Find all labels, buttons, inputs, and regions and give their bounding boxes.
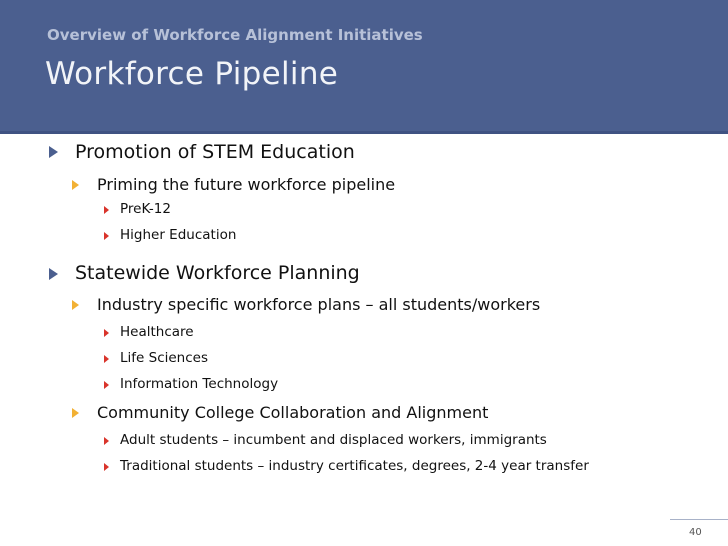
bullet-higher-ed: Higher Education <box>120 227 237 243</box>
bullet-priming: Priming the future workforce pipeline <box>97 175 396 194</box>
slide-subtitle: Overview of Workforce Alignment Initiatives <box>47 26 423 44</box>
slide-header <box>0 0 728 131</box>
level3-bullet-icon <box>104 206 109 214</box>
level3-bullet-icon <box>104 437 109 445</box>
level3-bullet-icon <box>104 463 109 471</box>
bullet-prek12: PreK-12 <box>120 201 171 217</box>
bullet-traditional-students: Traditional students – industry certificates, degrees, 2-4 year transfer <box>120 458 589 474</box>
level1-bullet-icon <box>49 268 58 280</box>
bullet-adult-students: Adult students – incumbent and displaced workers, immigrants <box>120 432 547 448</box>
footer-divider <box>670 519 728 520</box>
bullet-healthcare: Healthcare <box>120 324 194 340</box>
bullet-industry: Industry specific workforce plans – all students/workers <box>97 295 541 314</box>
bullet-life-sciences: Life Sciences <box>120 350 208 366</box>
bullet-info-tech: Information Technology <box>120 376 279 392</box>
level2-bullet-icon <box>72 180 79 190</box>
slide-title: Workforce Pipeline <box>45 56 339 92</box>
bullet-stem: Promotion of STEM Education <box>75 141 355 163</box>
bullet-planning: Statewide Workforce Planning <box>75 262 360 284</box>
header-divider <box>0 131 728 134</box>
level3-bullet-icon <box>104 381 109 389</box>
page-number: 40 <box>689 527 702 538</box>
level2-bullet-icon <box>72 300 79 310</box>
bullet-college: Community College Collaboration and Alignment <box>97 403 489 422</box>
level3-bullet-icon <box>104 329 109 337</box>
level2-bullet-icon <box>72 408 79 418</box>
level3-bullet-icon <box>104 355 109 363</box>
level1-bullet-icon <box>49 146 58 158</box>
level3-bullet-icon <box>104 232 109 240</box>
